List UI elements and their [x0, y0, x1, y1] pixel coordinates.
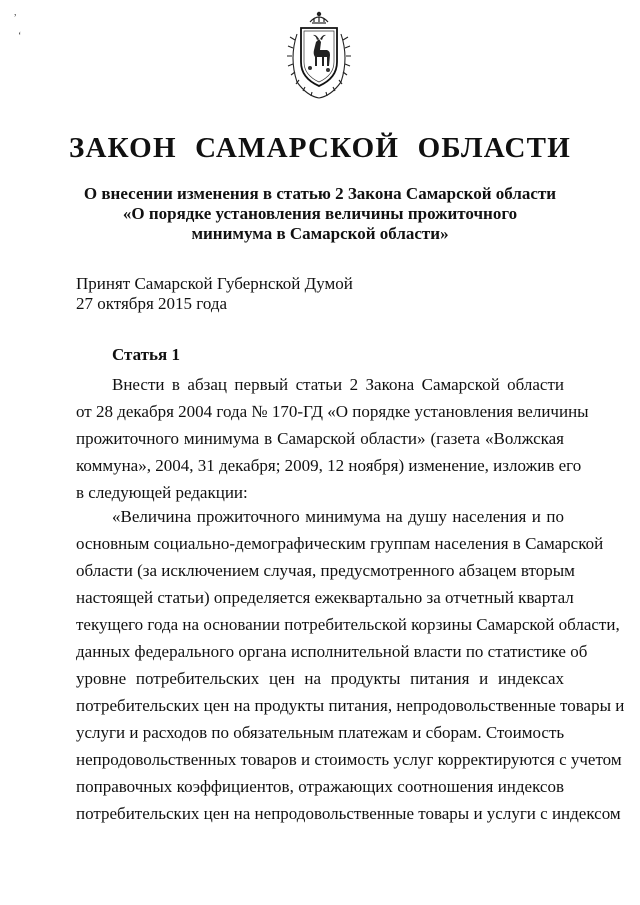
article-paragraph-1	[76, 371, 589, 506]
paragraph-line: основным социально-демографическим группам населения в Самарской	[76, 534, 604, 553]
scan-mark: ,	[14, 7, 17, 18]
paragraph-line: «Величина прожиточного минимума на душу населения и по	[112, 507, 564, 526]
scan-mark: ‘	[18, 31, 22, 42]
adoption-date: 27 октября 2015 года	[76, 294, 228, 313]
paragraph-line: уровне потребительских цен на продукты питания и индексах	[76, 669, 564, 688]
subtitle-line: «О порядке установления величины прожиточного	[122, 204, 518, 223]
subtitle-line: минимума в Самарской области»	[191, 224, 449, 243]
article-heading: Статья 1	[112, 345, 180, 364]
paragraph-line: настоящей статьи) определяется ежеквартально за отчетный квартал	[76, 588, 574, 607]
paragraph-line: данных федерального органа исполнительной власти по статистике об	[76, 642, 588, 661]
paragraph-line: от 28 декабря 2004 года № 170-ГД «О порядке установления величины	[76, 402, 589, 421]
paragraph-line: текущего года на основании потребительской корзины Самарской области,	[76, 615, 620, 634]
subtitle-line: О внесении изменения в статью 2 Закона Самарской области	[83, 184, 557, 203]
article-paragraph-2	[76, 503, 625, 827]
paragraph-line: услуги и расходов по обязательным платежам и сборам. Стоимость	[76, 723, 565, 742]
adoption-body: Принят Самарской Губернской Думой	[76, 274, 353, 293]
paragraph-line: области (за исключением случая, предусмотренного абзацем вторым	[76, 561, 575, 580]
samara-region-coat-of-arms-icon	[283, 10, 355, 102]
paragraph-line: Внести в абзац первый статьи 2 Закона Самарской области	[112, 375, 564, 394]
law-title: ЗАКОН САМАРСКОЙ ОБЛАСТИ	[69, 132, 571, 164]
paragraph-line: поправочных коэффициентов, отражающих соотношения индексов	[76, 777, 564, 796]
paragraph-line: потребительских цен на продукты питания, непродовольственные товары и	[76, 696, 625, 715]
law-subtitle	[0, 184, 640, 244]
paragraph-line: коммуна», 2004, 31 декабря; 2009, 12 ноября) изменение, изложив его	[76, 456, 582, 475]
paragraph-line: непродовольственных товаров и стоимость услуг корректируются с учетом	[76, 750, 622, 769]
paragraph-line: потребительских цен на непродовольственные товары и услуги с индексом	[76, 804, 621, 823]
paragraph-line: прожиточного минимума в Самарской области» (газета «Волжская	[76, 429, 564, 448]
paragraph-line: в следующей редакции:	[76, 483, 248, 502]
adoption-info	[76, 274, 353, 314]
